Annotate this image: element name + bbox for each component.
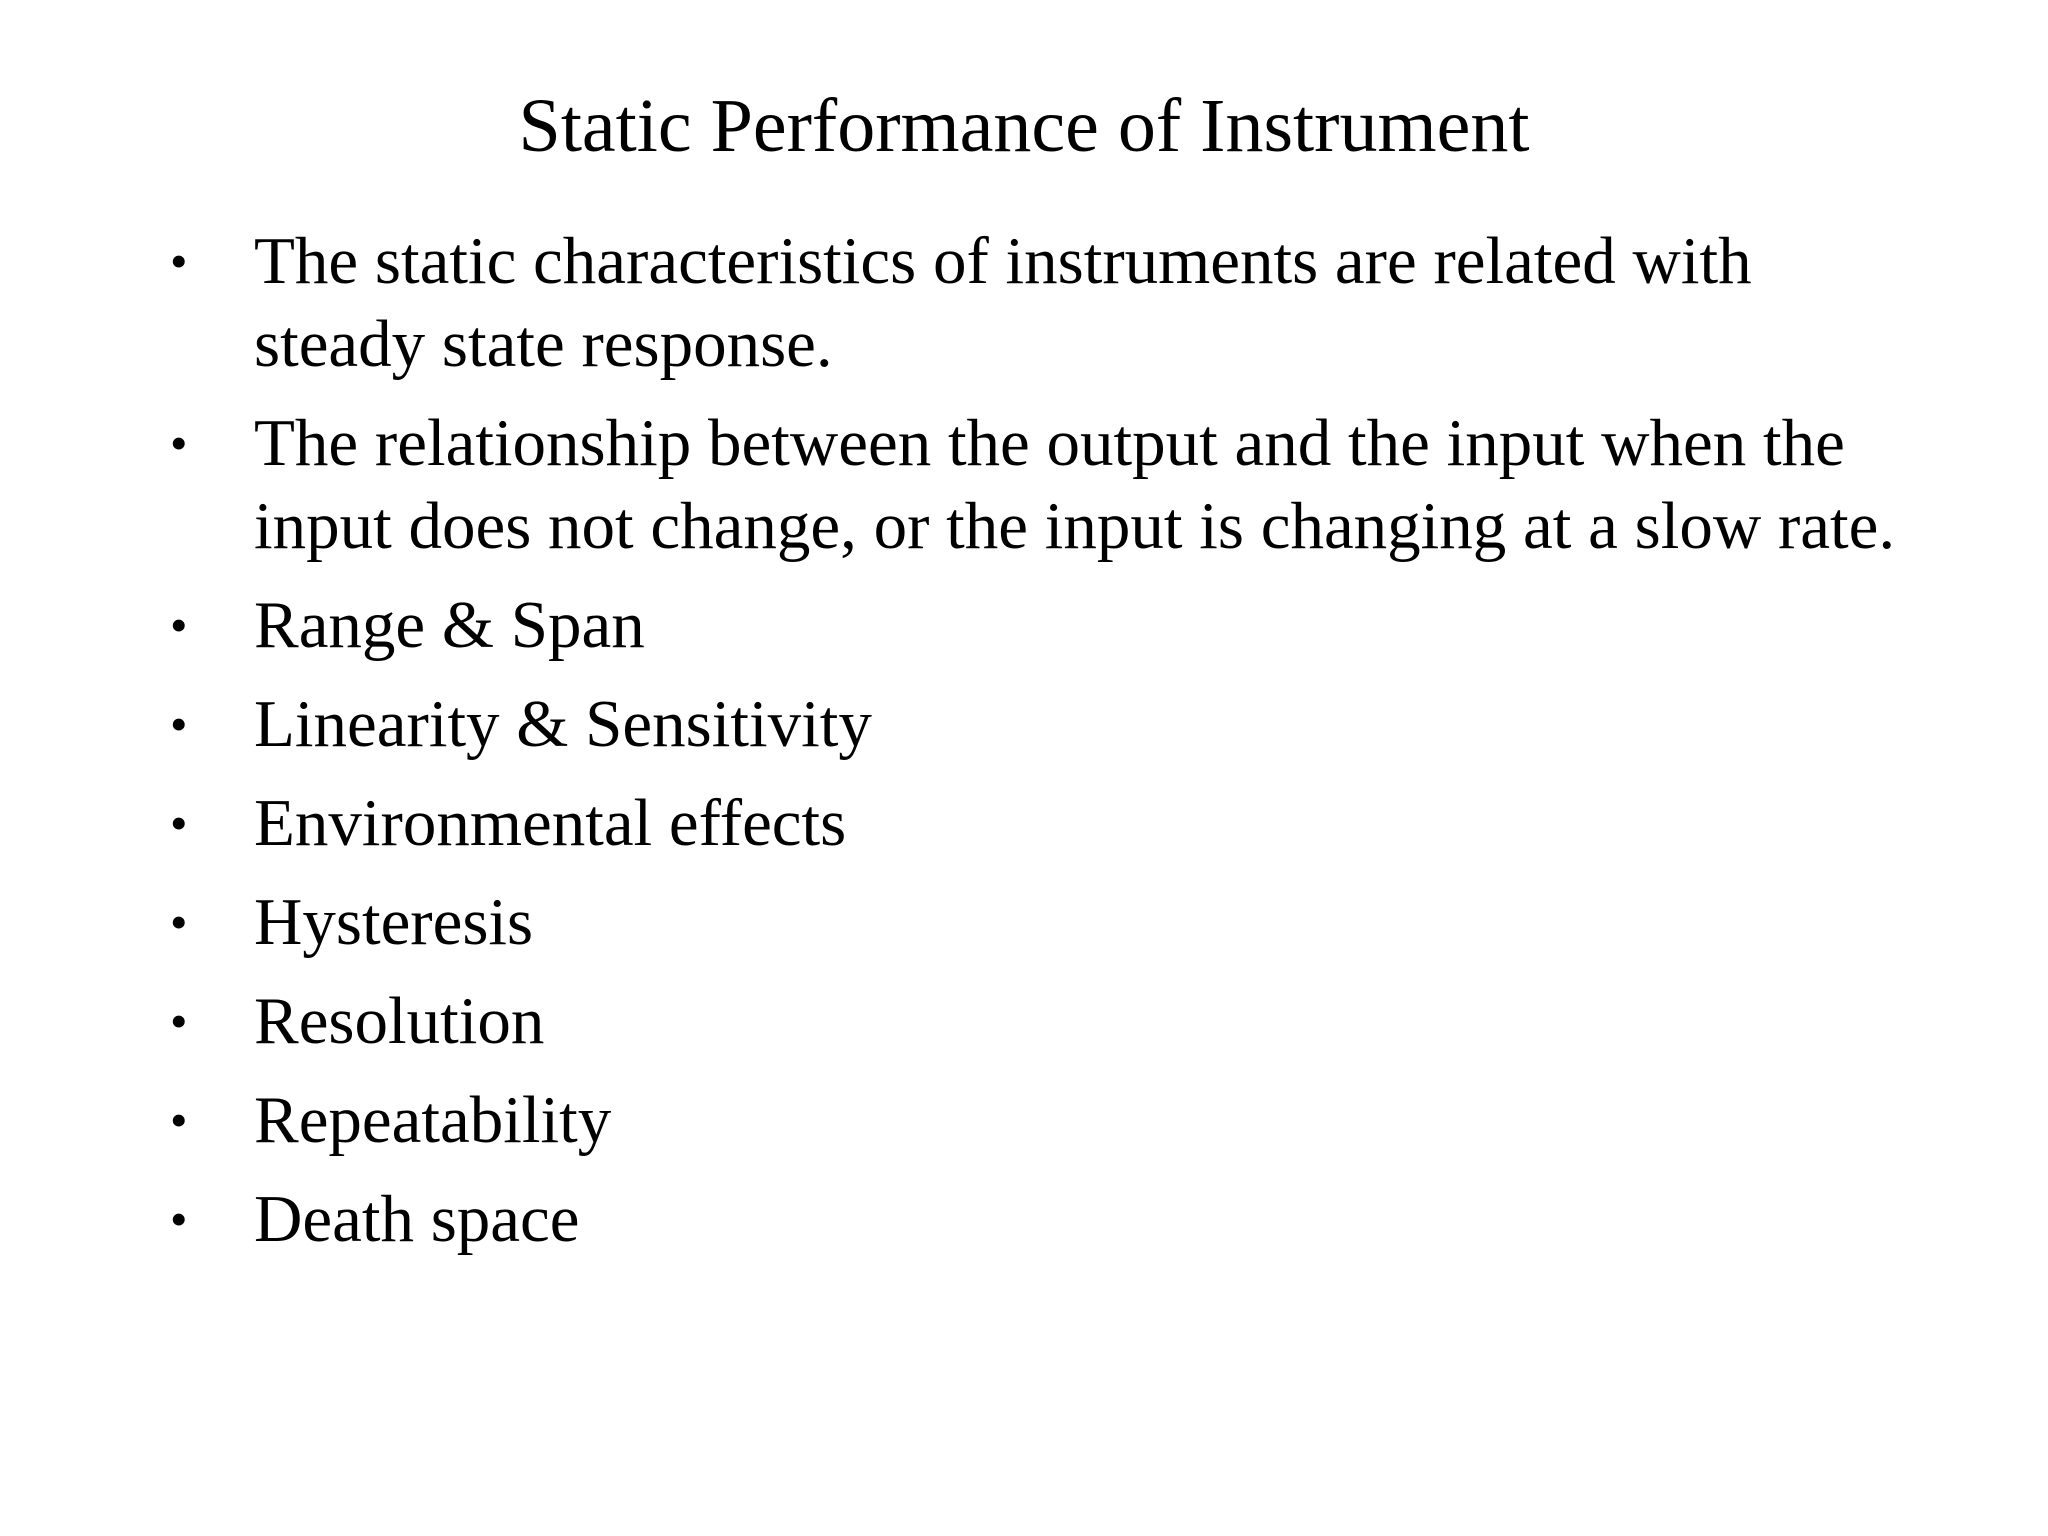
bullet-text: Linearity & Sensitivity	[254, 687, 872, 761]
bullet-point-icon: •	[170, 993, 188, 1049]
bullet-item	[170, 584, 1930, 667]
bullet-text: Environmental effects	[254, 786, 847, 860]
bullet-point-icon: •	[170, 1092, 188, 1148]
bullet-point-icon: •	[170, 415, 188, 471]
bullet-point-icon: •	[170, 894, 188, 950]
bullet-text: The relationship between the output and the input when the input does not change, or the input is changing at a slow rate.	[254, 406, 1896, 563]
bullet-text: Death space	[254, 1182, 580, 1256]
bullet-point-icon: •	[170, 696, 188, 752]
slide-title: Static Performance of Instrument	[518, 84, 1530, 168]
bullet-item	[170, 220, 1930, 386]
bullet-list	[170, 220, 1930, 1277]
bullet-item	[170, 402, 1930, 568]
bullet-item	[170, 1178, 1930, 1261]
bullet-item	[170, 683, 1930, 766]
bullet-text: The static characteristics of instruments are related with steady state response.	[254, 224, 1752, 381]
bullet-item	[170, 782, 1930, 865]
bullet-item	[170, 980, 1930, 1063]
bullet-item	[170, 881, 1930, 964]
bullet-point-icon: •	[170, 233, 188, 289]
bullet-point-icon: •	[170, 1191, 188, 1247]
bullet-point-icon: •	[170, 597, 188, 653]
bullet-text: Range & Span	[254, 588, 645, 662]
bullet-point-icon: •	[170, 795, 188, 851]
bullet-item	[170, 1079, 1930, 1162]
bullet-text: Hysteresis	[254, 885, 534, 959]
bullet-text: Repeatability	[254, 1083, 612, 1157]
bullet-text: Resolution	[254, 984, 545, 1058]
